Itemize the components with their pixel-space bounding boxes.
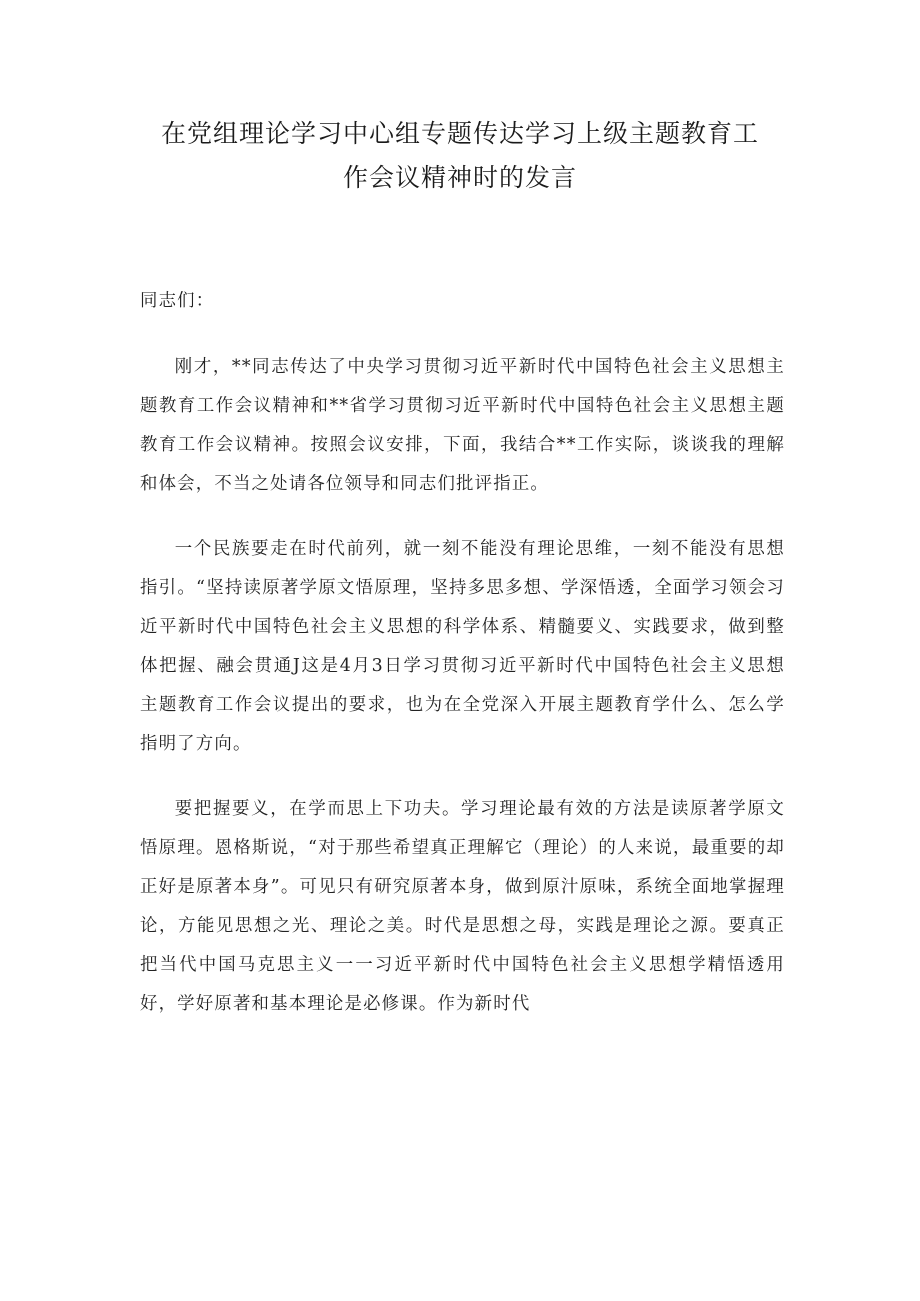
title-line-1: 在党组理论学习中心组专题传达学习上级主题教育工 <box>160 119 759 148</box>
paragraph-2: 一个民族要走在时代前列，就一刻不能没有理论思维，一刻不能没有思想指引。“坚持读原著学原文悟原理，坚持多思多想、学深悟透，全面学习领会习近平新时代中国特色社会主义思想的科学体系、精髓要义、实践要求，做到整体把握、融会贯通J这是4月3日学习贯彻习近平新时代中国特色社会主义思想主题教育工作会议提出的要求，也为在全党深入开展主题教育学什么、怎么学指明了方向。 <box>140 539 785 754</box>
document-title <box>120 112 800 200</box>
title-line-2: 作会议精神时的发言 <box>342 163 577 192</box>
paragraph-3: 要把握要义，在学而思上下功夫。学习理论最有效的方法是读原著学原文悟原理。恩格斯说，“对于那些希望真正理解它（理论）的人来说，最重要的却正好是原著本身”。可见只有研究原著本身，做到原汁原味，系统全面地掌握理论，方能见思想之光、理论之美。时代是思想之母，实践是理论之源。要真正把当代中国马克思主义一一习近平新时代中国特色社会主义思想学精悟透用好，学好原著和基本理论是必修课。作为新时代 <box>140 799 785 1014</box>
salutation: 同志们： <box>140 291 215 311</box>
document-body <box>140 282 785 1050</box>
paragraph-1: 刚才，**同志传达了中央学习贯彻习近平新时代中国特色社会主义思想主题教育工作会议精神和**省学习贯彻习近平新时代中国特色社会主义思想主题教育工作会议精神。按照会议安排，下面，我结合**工作实际，谈谈我的理解和体会，不当之处请各位领导和同志们批评指正。 <box>140 357 785 494</box>
